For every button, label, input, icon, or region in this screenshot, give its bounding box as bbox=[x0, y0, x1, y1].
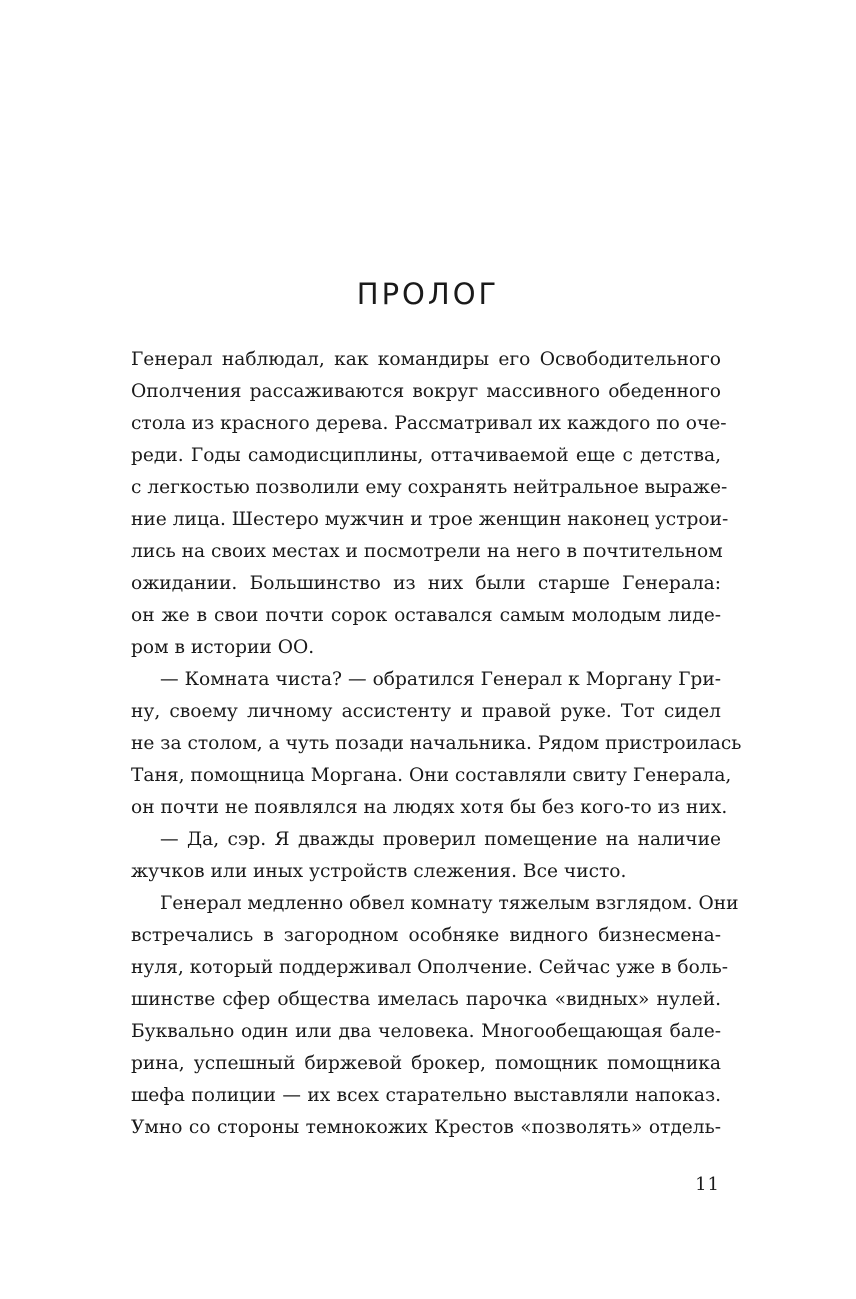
text-line: Генерал наблюдал, как командиры его Освободительного bbox=[131, 349, 721, 370]
text-line: ром в истории ОО. bbox=[131, 637, 315, 658]
text-line: он же в свои почти сорок оставался самым молодым лиде- bbox=[131, 605, 721, 626]
text-line: нуля, который поддерживал Ополчение. Сейчас уже в боль- bbox=[131, 957, 728, 978]
body-text bbox=[131, 344, 742, 1144]
text-line: не за столом, а чуть позади начальника. Рядом пристроилась bbox=[131, 733, 742, 754]
text-line: — Да, сэр. Я дважды проверил помещение на наличие bbox=[160, 829, 721, 850]
text-line: рина, успешный биржевой брокер, помощник помощника bbox=[131, 1053, 721, 1074]
page-number: 11 bbox=[695, 1174, 720, 1195]
text-line: ожидании. Большинство из них были старше Генерала: bbox=[131, 573, 721, 594]
text-line: встречались в загородном особняке видного бизнесмена- bbox=[131, 925, 721, 946]
text-line: с легкостью позволили ему сохранять нейтральное выраже- bbox=[131, 477, 728, 498]
text-line: шефа полиции — их всех старательно выставляли напоказ. bbox=[131, 1085, 721, 1106]
text-line: Умно со стороны темнокожих Крестов «позволять» отдель- bbox=[131, 1117, 721, 1138]
text-line: лись на своих местах и посмотрели на него в почтительном bbox=[131, 541, 723, 562]
text-line: Таня, помощница Моргана. Они составляли свиту Генерала, bbox=[131, 765, 732, 786]
text-line: Ополчения рассаживаются вокруг массивного обеденного bbox=[131, 381, 721, 402]
text-line: Генерал медленно обвел комнату тяжелым взглядом. Они bbox=[160, 893, 739, 914]
text-line: стола из красного дерева. Рассматривал их каждого по оче- bbox=[131, 413, 727, 434]
text-line: жучков или иных устройств слежения. Все чисто. bbox=[131, 861, 627, 882]
text-line: — Комната чиста? — обратился Генерал к Моргану Гри- bbox=[160, 669, 721, 690]
text-line: он почти не появлялся на людях хотя бы без кого-то из них. bbox=[131, 797, 728, 818]
chapter-title: ПРОЛОГ bbox=[356, 277, 500, 311]
text-line: шинстве сфер общества имелась парочка «видных» нулей. bbox=[131, 989, 721, 1010]
text-line: ние лица. Шестеро мужчин и трое женщин наконец устрои- bbox=[131, 509, 729, 530]
text-line: Буквально один или два человека. Многообещающая бале- bbox=[131, 1021, 721, 1042]
text-line: ну, своему личному ассистенту и правой руке. Тот сидел bbox=[131, 701, 721, 722]
text-line: реди. Годы самодисциплины, оттачиваемой еще с детства, bbox=[131, 445, 721, 466]
